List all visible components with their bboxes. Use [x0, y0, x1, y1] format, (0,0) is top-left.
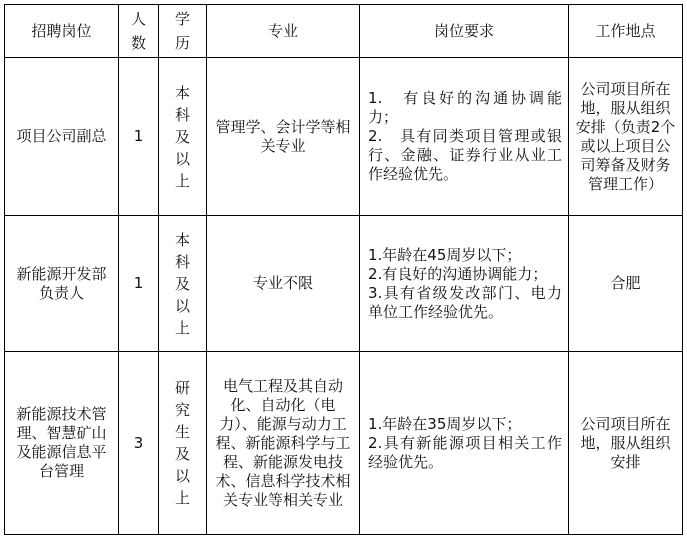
table-row — [5, 216, 683, 352]
count-cell: 3 — [119, 352, 159, 535]
requirements-cell — [360, 216, 569, 352]
table-row — [5, 58, 683, 216]
requirement-item: 1.年龄在35周岁以下； — [368, 414, 522, 433]
location-cell: 合肥 — [569, 216, 683, 352]
requirement-item: 2. 具有同类项目管理或银行、金融、证券行业从业工作经验优先。 — [368, 127, 562, 183]
requirements-cell — [360, 352, 569, 535]
major-cell: 电气工程及其自动化、自动化（电力）、能源与动力工程、新能源科学与工程、新能源发电技术、信息科学技术相关专业等相关专业 — [207, 352, 360, 535]
requirement-item: 1. 有良好的沟通协调能力； — [368, 89, 562, 126]
header-requirements: 岗位要求 — [360, 5, 569, 58]
requirement-item: 2.有良好的沟通协调能力； — [368, 264, 548, 283]
requirement-item: 3.具有省级发改部门、电力单位工作经验优先。 — [368, 283, 562, 321]
count-cell: 1 — [119, 216, 159, 352]
header-position: 招聘岗位 — [5, 5, 119, 58]
education-cell: 研究生及以上 — [159, 352, 207, 535]
header-row — [5, 5, 683, 58]
position-cell: 新能源开发部负责人 — [5, 216, 119, 352]
header-major: 专业 — [207, 5, 360, 58]
education-cell: 本科及以上 — [159, 58, 207, 216]
location-cell: 公司项目所在地，服从组织安排（负责2个或以上项目公司筹备及财务管理工作） — [569, 58, 683, 216]
header-count: 人数 — [119, 5, 159, 58]
major-cell: 管理学、会计学等相关专业 — [207, 58, 360, 216]
education-cell: 本科及以上 — [159, 216, 207, 352]
requirement-item: 2.具有新能源项目相关工作经验优先。 — [368, 433, 562, 471]
major-cell: 专业不限 — [207, 216, 360, 352]
recruitment-table — [4, 4, 683, 535]
position-cell: 新能源技术管理、智慧矿山及能源信息平台管理 — [5, 352, 119, 535]
count-cell: 1 — [119, 58, 159, 216]
requirements-cell — [360, 58, 569, 216]
header-education: 学历 — [159, 5, 207, 58]
location-cell: 公司项目所在地，服从组织安排 — [569, 352, 683, 535]
position-cell: 项目公司副总 — [5, 58, 119, 216]
header-location: 工作地点 — [569, 5, 683, 58]
table-row — [5, 352, 683, 535]
requirement-item: 1.年龄在45周岁以下； — [368, 245, 522, 264]
